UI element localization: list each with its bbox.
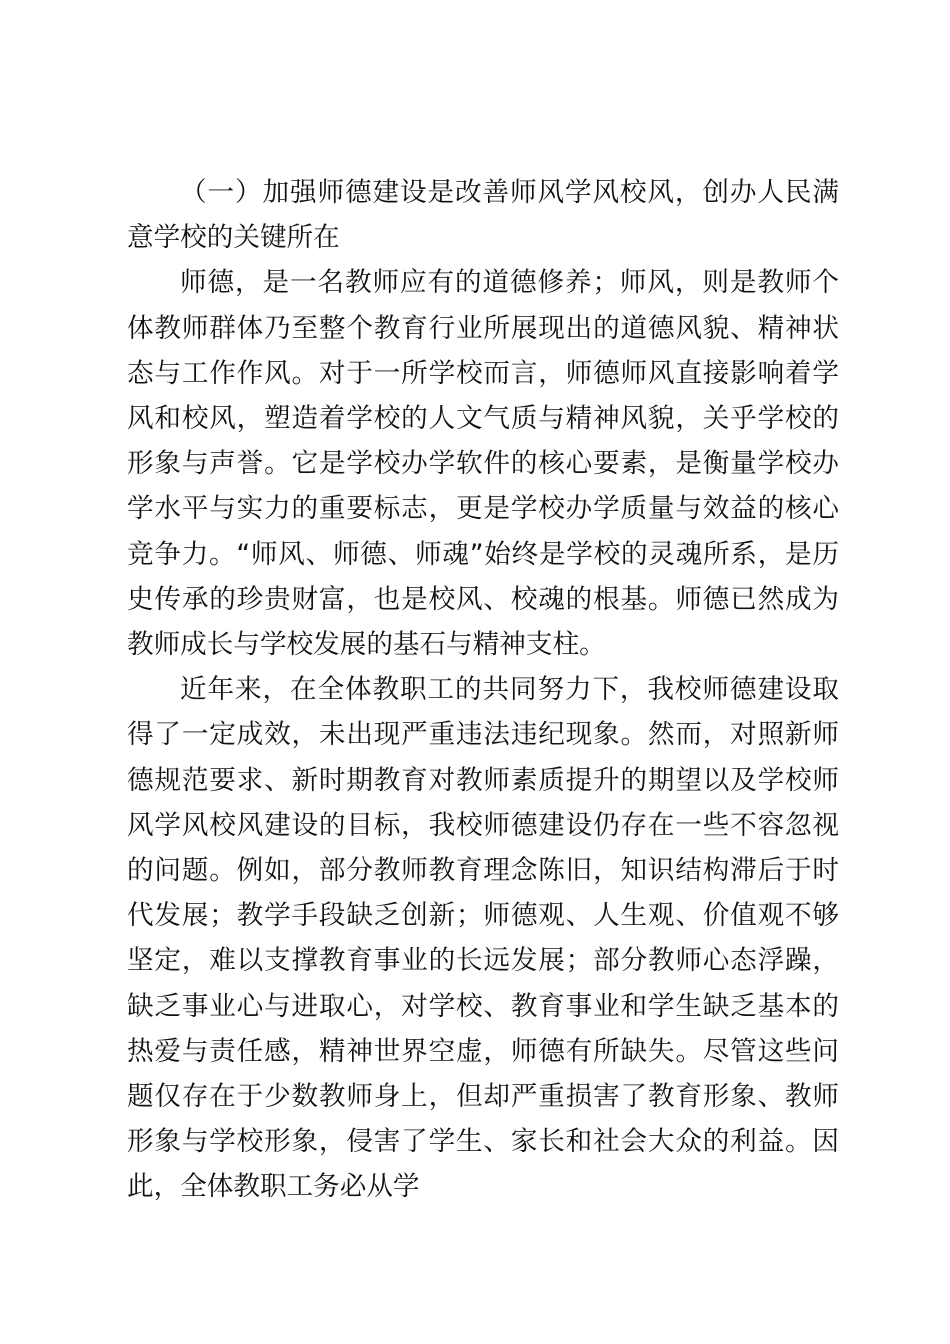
paragraph-current-problems: 近年来，在全体教职工的共同努力下，我校师德建设取得了一定成效，未出现严重违法违纪现象。然而，对照新师德规范要求、新时期教育对教师素质提升的期望以及学校师风学风校风建设的目标，我校师德建设仍存在一些不容忽视的问题。例如，部分教师教育理念陈旧，知识结构滞后于时代发展；教学手段缺乏创新；师德观、人生观、价值观不够坚定，难以支撑教育事业的长远发展；部分教师心态浮躁，缺乏事业心与进取心，对学校、教育事业和学生缺乏基本的热爱与责任感，精神世界空虚，师德有所缺失。尽管这些问题仅存在于少数教师身上，但却严重损害了教育形象、教师形象与学校形象，侵害了学生、家长和社会大众的利益。因此，全体教职工务必从学 — [127, 674, 839, 1203]
section-heading: （一）加强师德建设是改善师风学风校风，创办人民满意学校的关键所在 — [127, 177, 839, 254]
paragraph-teacher-ethics-definition: 师德，是一名教师应有的道德修养；师风，则是教师个体教师群体乃至整个教育行业所展现出的道德风貌、精神状态与工作作风。对于一所学校而言，师德师风直接影响着学风和校风，塑造着学校的人文气质与精神风貌，关乎学校的形象与声誉。它是学校办学软件的核心要素，是衡量学校办学水平与实力的重要标志，更是学校办学质量与效益的核心竞争力。“师风、师德、师魂”始终是学校的灵魂所系，是历史传承的珍贵财富，也是校风、校魂的根基。师德已然成为教师成长与学校发展的基石与精神支柱。 — [127, 267, 839, 661]
document-body — [127, 170, 839, 1210]
